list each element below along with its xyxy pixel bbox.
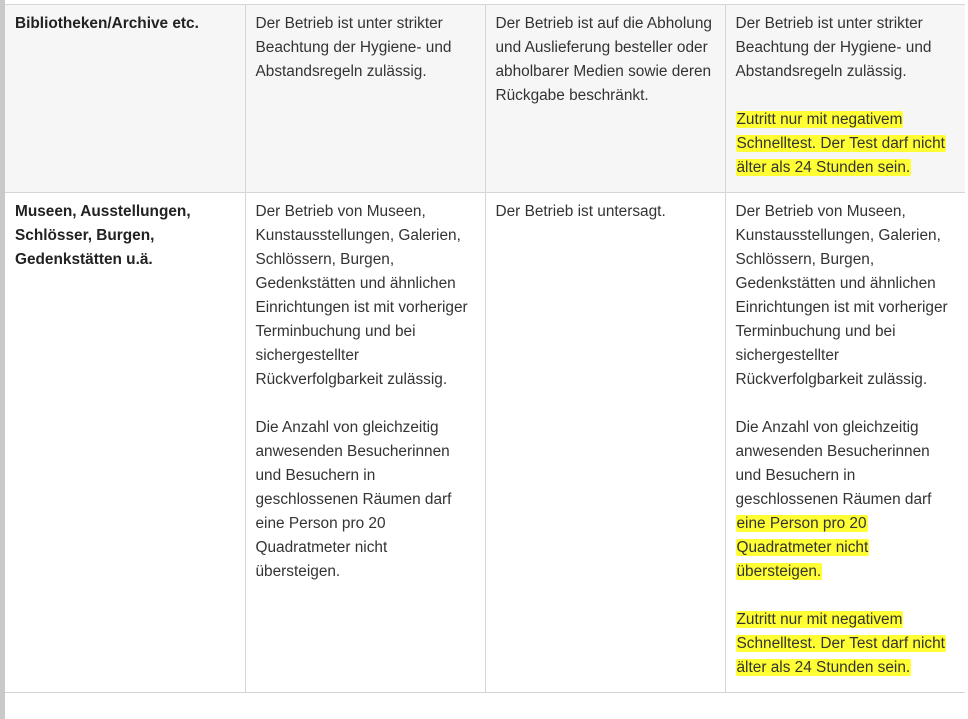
rule-text: Der Betrieb von Museen, Kunstausstellungen, Galerien, Schlössern, Burgen, Gedenkstätten und ähnlichen Einrichtungen ist mit vorheriger Terminbuchung und bei sichergestellter Rückverfolgbarkeit zulässig. bbox=[255, 203, 468, 388]
category-label: Bibliotheken/Archive etc. bbox=[15, 15, 199, 32]
rule-cell-col2 bbox=[245, 193, 485, 693]
category-cell bbox=[5, 193, 245, 693]
mixed-paragraph bbox=[736, 416, 956, 584]
rule-cell-col3 bbox=[485, 5, 725, 193]
highlighted-text: Zutritt nur mit negativem Schnelltest. Der Test darf nicht älter als 24 Stunden sein. bbox=[736, 611, 945, 676]
highlighted-paragraph bbox=[736, 608, 956, 680]
regulations-table bbox=[5, 4, 965, 693]
rule-text: Der Betrieb von Museen, Kunstausstellungen, Galerien, Schlössern, Burgen, Gedenkstätten und ähnlichen Einrichtungen ist mit vorheriger Terminbuchung und bei sichergestellter Rückverfolgbarkeit zulässig. bbox=[735, 203, 948, 388]
rule-text: Der Betrieb ist auf die Abholung und Auslieferung besteller oder abholbarer Medien sowie deren Rückgabe beschränkt. bbox=[495, 15, 712, 104]
highlighted-text: eine Person pro 20 Quadratmeter nicht übersteigen. bbox=[736, 515, 869, 580]
rule-cell-col2 bbox=[245, 5, 485, 193]
table-row-bibliotheken bbox=[5, 5, 965, 193]
rule-text: Der Betrieb ist unter strikter Beachtung der Hygiene- und Abstandsregeln zulässig. bbox=[735, 15, 932, 80]
plain-text: Die Anzahl von gleichzeitig anwesenden Besucherinnen und Besuchern in geschlossenen Räumen darf bbox=[735, 419, 932, 508]
highlighted-paragraph bbox=[736, 108, 956, 180]
rule-cell-col4 bbox=[725, 193, 965, 693]
table-row-museen bbox=[5, 193, 965, 693]
rule-cell-col4 bbox=[725, 5, 965, 193]
rule-text: Der Betrieb ist untersagt. bbox=[495, 203, 666, 220]
category-cell bbox=[5, 5, 245, 193]
rule-text: Der Betrieb ist unter strikter Beachtung der Hygiene- und Abstandsregeln zulässig. bbox=[255, 15, 452, 80]
category-label: Museen, Ausstellungen, Schlösser, Burgen, Gedenkstätten u.ä. bbox=[15, 203, 191, 268]
rule-cell-col3 bbox=[485, 193, 725, 693]
rule-text: Die Anzahl von gleichzeitig anwesenden Besucherinnen und Besuchern in geschlossenen Räumen darf eine Person pro 20 Quadratmeter nicht übersteigen. bbox=[255, 419, 452, 580]
highlighted-text: Zutritt nur mit negativem Schnelltest. Der Test darf nicht älter als 24 Stunden sein. bbox=[736, 111, 945, 176]
